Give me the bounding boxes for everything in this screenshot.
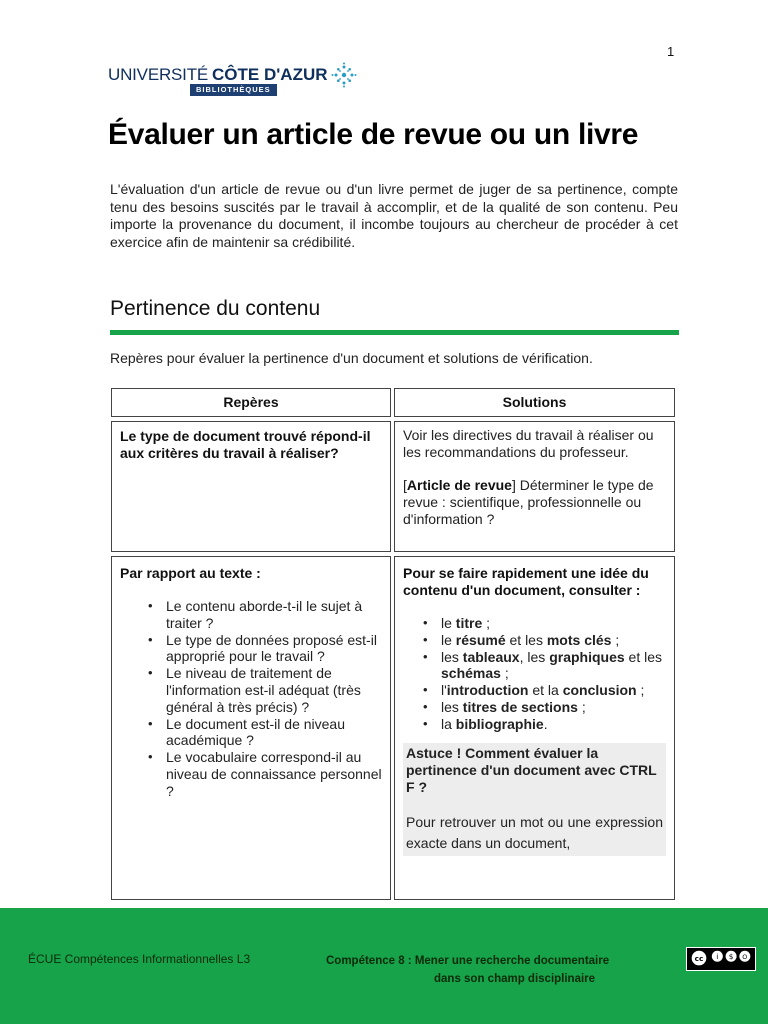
table-header-reperes: Repères [111, 388, 391, 417]
page-title: Évaluer un article de revue ou un livre [108, 118, 639, 151]
row-2-right-title: Pour se faire rapidement une idée du contenu d'un document, consulter : [403, 565, 649, 598]
list-item: • le résumé et les mots clés ; [419, 632, 666, 649]
row-1-solution-text: Voir les directives du travail à réaliser ou les recommandations du professeur. [403, 427, 654, 460]
list-item: • Le contenu aborde-t-il le sujet à traiter ? [144, 598, 382, 632]
table-row-2-solutions [394, 556, 675, 900]
list-item: • l'introduction et la conclusion ; [419, 682, 666, 699]
university-logo [108, 62, 357, 94]
list-item: • le titre ; [419, 615, 666, 632]
footer-competence-line-2: dans son champ disciplinaire [434, 973, 596, 985]
starburst-icon [331, 62, 357, 88]
list-item: • Le document est-il de niveau académique ? [144, 716, 382, 750]
svg-text:O: O [742, 953, 748, 961]
criteria-list [120, 598, 382, 800]
list-item: • Le niveau de traitement de l'information est-il adéquat (très général à très précis) ? [144, 665, 382, 715]
astuce-title: Astuce ! Comment évaluer la pertinence d'un document avec CTRL F ? [406, 744, 657, 795]
footer-course-name: ÉCUE Compétences Informationnelles L3 [28, 952, 251, 966]
table-row-1-solutions [394, 421, 675, 552]
footer-competence [326, 952, 678, 988]
svg-text:i: i [716, 952, 719, 961]
journal-type-text: ] Déterminer le type de revue : scientifique, professionnelle ou d'information ? [403, 477, 654, 527]
table-row-1-reperes [111, 421, 391, 552]
row-2-left-title: Par rapport au texte : [120, 565, 261, 581]
article-de-revue-label: Article de revue [406, 477, 512, 493]
consult-list [403, 615, 666, 733]
logo-library-badge: BIBLIOTHÈQUES [190, 84, 277, 96]
list-item: • les titres de sections ; [419, 699, 666, 716]
svg-text:$: $ [728, 952, 734, 961]
table-row-2-reperes [111, 556, 391, 900]
table-header-solutions: Solutions [394, 388, 675, 417]
section-divider [110, 330, 679, 335]
list-item: • Le type de données proposé est-il approprié pour le travail ? [144, 632, 382, 666]
section-heading: Pertinence du contenu [110, 297, 321, 320]
logo-cote-text: CÔTE D'AZUR [212, 65, 328, 84]
page-number: 1 [667, 44, 675, 59]
page-footer [0, 908, 768, 1024]
list-item: • Le vocabulaire correspond-il au niveau de connaissance personnel ? [144, 749, 382, 799]
row-1-solution-journal [403, 477, 666, 528]
footer-competence-line-1: Compétence 8 : Mener une recherche documentaire [326, 955, 610, 967]
intro-paragraph: L'évaluation d'un article de revue ou d'un livre permet de juger de sa pertinence, compte tenu des besoins suscités par le travail à accomplir, et de la qualité de son contenu. Peu importe la provenance du document, il incombe toujours au chercheur de procéder à cet exercice afin de maintenir sa crédibilité. [110, 181, 678, 250]
logo-university-text: UNIVERSITÉ [108, 65, 209, 84]
cc-by-nc-sa-icon [686, 947, 756, 971]
astuce-box [403, 743, 666, 856]
row-1-question: Le type de document trouvé répond-il aux critères du travail à réaliser? [120, 428, 371, 461]
table-lead-text: Repères pour évaluer la pertinence d'un document et solutions de vérification. [110, 350, 593, 366]
list-item: • la bibliographie. [419, 716, 666, 733]
bracket-open: [ [403, 477, 407, 493]
astuce-text: Pour retrouver un mot ou une expression exacte dans un document, [406, 813, 663, 851]
svg-text:cc: cc [694, 953, 704, 963]
list-item: • les tableaux, les graphiques et les schémas ; [419, 649, 666, 683]
